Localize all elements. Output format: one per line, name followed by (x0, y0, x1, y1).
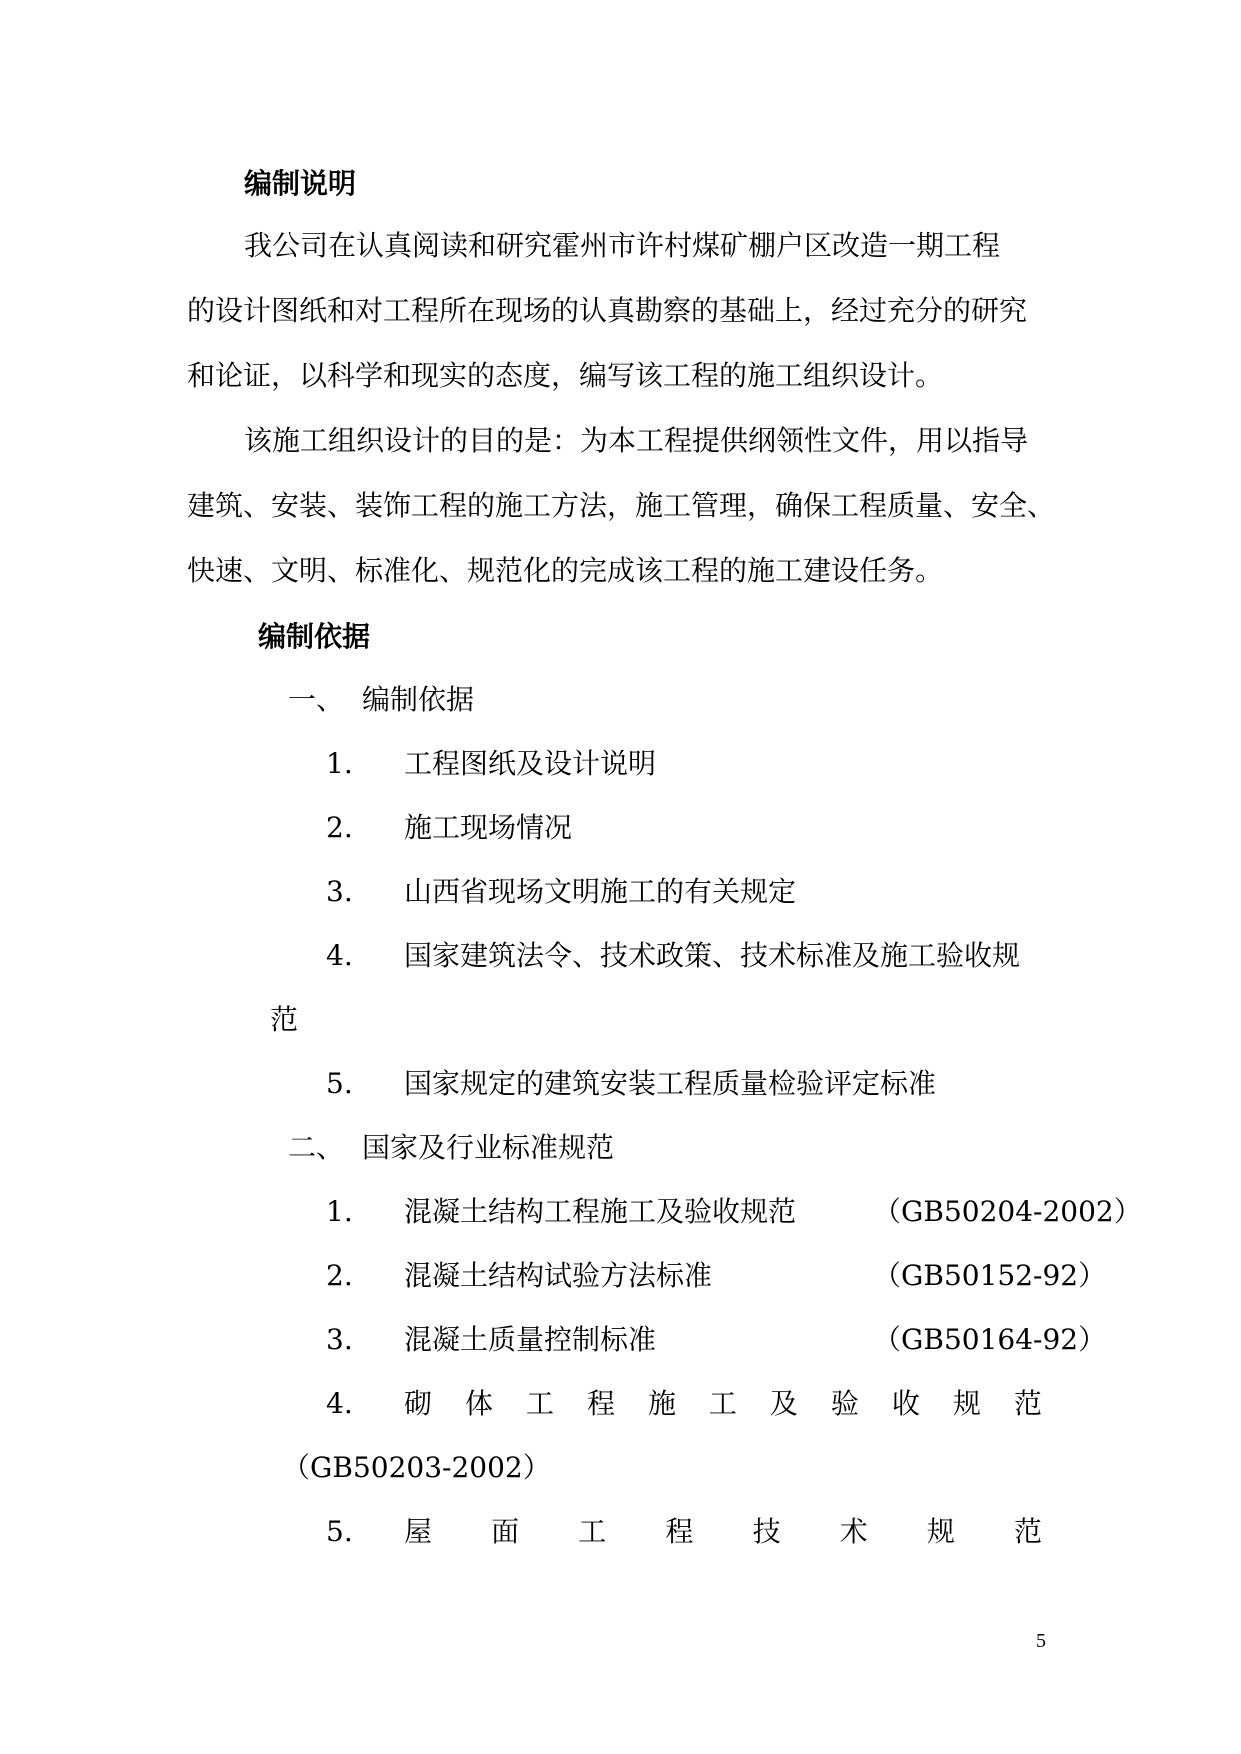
list-item-number: 2. (326, 811, 353, 844)
justified-item-text (404, 1512, 1042, 1552)
list-item-number: 1. (326, 747, 353, 780)
paragraph-line: 我公司在认真阅读和研究霍州市许村煤矿棚户区改造一期工程 (244, 229, 1001, 262)
text-char: 及 (769, 1387, 798, 1420)
text-char: 工 (578, 1515, 607, 1548)
part-numeral: 一、 (288, 683, 345, 716)
standard-code: （GB50203-2002） (282, 1451, 551, 1484)
paragraph-line: 的设计图纸和对工程所在现场的认真勘察的基础上，经过充分的研究 (187, 294, 1028, 327)
list-item-text: 山西省现场文明施工的有关规定 (404, 875, 797, 908)
text-char: 工 (525, 1387, 554, 1420)
text-char: 屋 (404, 1515, 433, 1548)
section-heading-compilation-notes: 编制说明 (244, 167, 357, 200)
text-char: 技 (752, 1515, 781, 1548)
list-item-text: 混凝土结构试验方法标准 (404, 1259, 713, 1292)
list-item-number: 5. (326, 1067, 353, 1100)
part-title: 编制依据 (362, 683, 475, 716)
list-item-number: 4. (326, 1387, 353, 1420)
section-heading-compilation-basis: 编制依据 (258, 620, 371, 653)
text-char: 施 (647, 1387, 676, 1420)
text-char: 术 (839, 1515, 868, 1548)
paragraph-line: 建筑、安装、装饰工程的施工方法，施工管理，确保工程质量、安全、 (187, 489, 1056, 522)
list-item-continuation: 范 (270, 1003, 299, 1036)
paragraph-line: 快速、文明、标准化、规范化的完成该工程的施工建设任务。 (187, 554, 944, 587)
justified-item-text (404, 1384, 1042, 1424)
text-char: 工 (708, 1387, 737, 1420)
list-item-number: 4. (326, 939, 353, 972)
standard-code: （GB50164-92） (873, 1323, 1107, 1356)
list-item-number: 1. (326, 1195, 353, 1228)
text-char: 规 (926, 1515, 955, 1548)
text-char: 验 (830, 1387, 859, 1420)
text-char: 面 (491, 1515, 520, 1548)
list-item-number: 2. (326, 1259, 353, 1292)
text-char: 程 (665, 1515, 694, 1548)
page-number: 5 (1036, 1630, 1046, 1652)
list-item-text: 混凝土结构工程施工及验收规范 (404, 1195, 797, 1228)
text-char: 砌 (404, 1387, 433, 1420)
list-item-number: 3. (326, 1323, 353, 1356)
part-title: 国家及行业标准规范 (362, 1131, 615, 1164)
list-item-text: 工程图纸及设计说明 (404, 747, 657, 780)
text-char: 程 (586, 1387, 615, 1420)
paragraph-line: 该施工组织设计的目的是：为本工程提供纲领性文件，用以指导 (244, 424, 1029, 457)
text-char: 范 (1013, 1515, 1042, 1548)
text-char: 体 (464, 1387, 493, 1420)
standard-code: （GB50152-92） (873, 1259, 1107, 1292)
list-item-text: 国家规定的建筑安装工程质量检验评定标准 (404, 1067, 937, 1100)
list-item-number: 5. (326, 1515, 353, 1548)
text-char: 收 (891, 1387, 920, 1420)
part-numeral: 二、 (288, 1131, 345, 1164)
text-char: 范 (1013, 1387, 1042, 1420)
text-char: 规 (952, 1387, 981, 1420)
standard-code: （GB50204-2002） (873, 1195, 1142, 1228)
list-item-text: 混凝土质量控制标准 (404, 1323, 657, 1356)
list-item-text: 施工现场情况 (404, 811, 573, 844)
list-item-number: 3. (326, 875, 353, 908)
paragraph-line: 和论证，以科学和现实的态度，编写该工程的施工组织设计。 (187, 359, 944, 392)
list-item-text: 国家建筑法令、技术政策、技术标准及施工验收规 (404, 939, 1021, 972)
